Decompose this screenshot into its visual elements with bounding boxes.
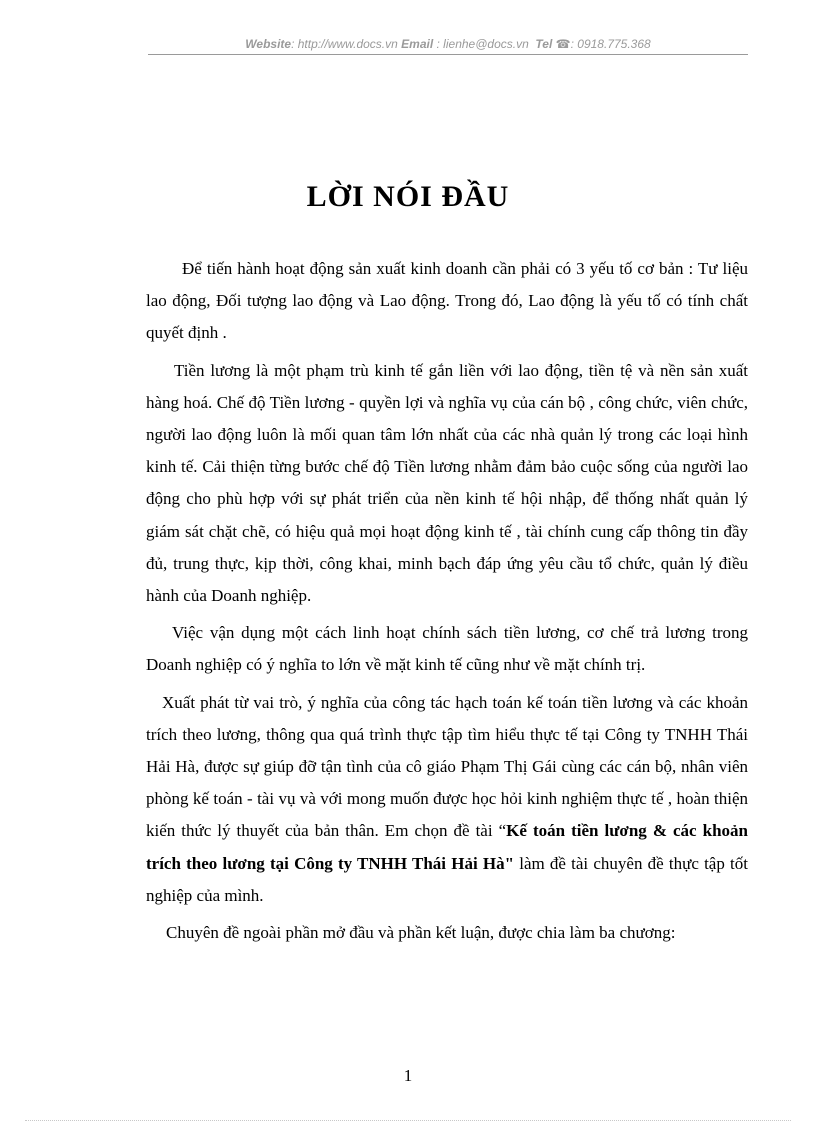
page-title: LỜI NÓI ĐẦU — [306, 180, 510, 213]
page-number: 1 — [403, 1066, 413, 1085]
website-value: : http://www.docs.vn — [291, 37, 398, 51]
paragraph-4: Xuất phát từ vai trò, ý nghĩa của công tác hạch toán kế toán tiền lương và các khoản trích theo lương, thông qua quá trình thực tập tìm hiểu thực tế tại Công ty TNHH Thái Hải Hà, được sự giúp đỡ tận tình của cô giáo Phạm Thị Gái cùng các cán bộ, nhân viên phòng kế toán - tài vụ và với mong muốn được học hỏi kinh nghiệm thực tế , hoàn thiện kiến thức lý thuyết của bản thân. Em chọn đề tài “Kế toán tiền lương & các khoản trích theo lương tại Công ty TNHH Thái Hải Hà" làm đề tài chuyên đề thực tập tốt nghiệp của mình. — [146, 692, 748, 905]
email-label: Email — [401, 37, 434, 51]
paragraph-5: Chuyên đề ngoài phần mở đầu và phần kết luận, được chia làm ba chương: — [166, 923, 676, 943]
paragraph-2: Tiền lương là một phạm trù kinh tế gắn liền với lao động, tiền tệ và nền sản xuất hàng hoá. Chế độ Tiền lương - quyền lợi và nghĩa vụ của cán bộ , công chức, viên chức, người lao động luôn là mối quan tâm lớn nhất của các nhà quản lý trong các loại hình kinh tế. Cải thiện từng bước chế độ Tiền lương nhằm đảm bảo cuộc sống của người lao động cho phù hợp với sự phát triển của nền kinh tế hội nhập, để thống nhất quản lý giám sát chặt chẽ, có hiệu quả mọi hoạt động kinh tế , tài chính cung cấp thông tin đầy đủ, trung thực, kịp thời, công khai, minh bạch đáp ứng yêu cầu tổ chức, quản lý điều hành của Doanh nghiệp. — [146, 360, 748, 606]
page-header — [148, 37, 748, 51]
email-value: : lienhe@docs.vn — [436, 37, 529, 51]
paragraph-1: Để tiến hành hoạt động sản xuất kinh doanh cần phải có 3 yếu tố cơ bản : Tư liệu lao động, Đối tượng lao động và Lao động. Trong đó, Lao động là yếu tố có tính chất quyết định . — [146, 259, 748, 343]
document-body — [146, 253, 748, 949]
footer-divider — [25, 1120, 791, 1121]
header-divider — [148, 54, 748, 55]
paragraph-3: Việc vận dụng một cách linh hoạt chính sách tiền lương, cơ chế trả lương trong Doanh nghiệp có ý nghĩa to lớn về mặt kinh tế cũng như về mặt chính trị. — [146, 623, 748, 675]
website-label: Website — [245, 37, 292, 51]
tel-label: Tel — [535, 37, 553, 51]
thesis-topic: Kế toán tiền lương & các khoản trích theo lương tại Công ty TNHH Thái Hải Hà" — [146, 821, 748, 873]
tel-value: ☎: 0918.775.368 — [555, 37, 651, 51]
